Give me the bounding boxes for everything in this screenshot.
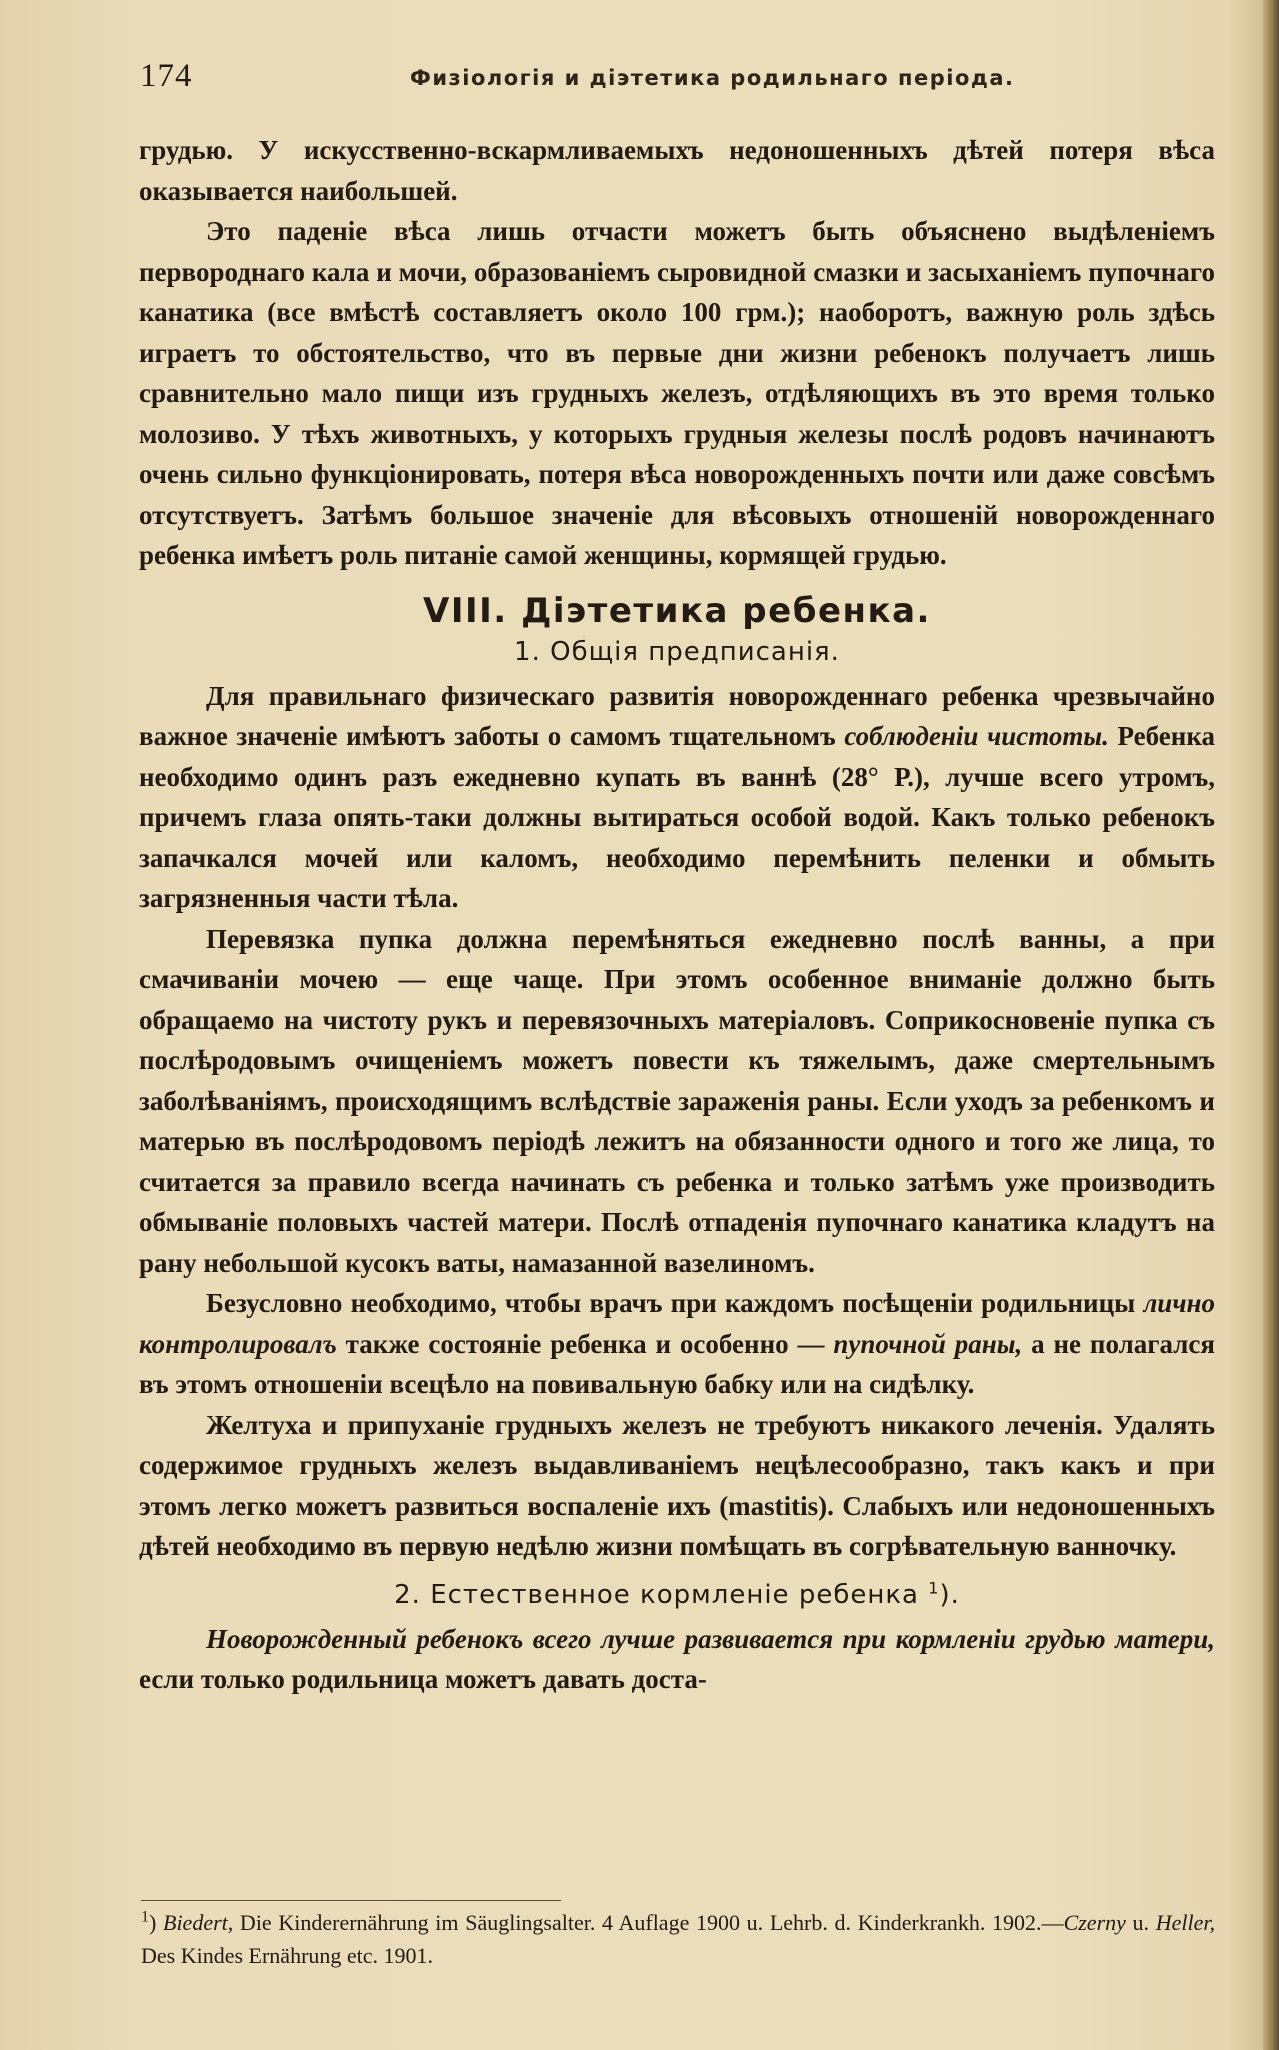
page-header bbox=[140, 58, 1205, 98]
paragraph-4: Перевязка пупка должна перемѣняться ежедневно послѣ ванны, а при смачиваніи мочею — еще чаще. При этомъ особенное вниманіе должно быть обращаемо на чистоту рукъ и перевязочныхъ матеріаловъ. Соприкосновеніе пупка съ послѣродовымъ очищеніемъ можетъ повести къ тяжелымъ, даже смертельнымъ заболѣваніямъ, происходящимъ вслѣдствіе зараженія раны. Если уходъ за ребенкомъ и матерью въ послѣродовомъ періодѣ лежитъ на обязанности одного и того же лица, то считается за правило всегда начинать съ ребенка и только затѣмъ уже производить обмываніе половыхъ частей матери. Послѣ отпаденія пупочнаго канатика кладутъ на рану небольшой кусокъ ваты, намазанной вазелиномъ. bbox=[139, 923, 1215, 1278]
paragraph-7-emphasis: Новорожденный ребенокъ всего лучше развивается при кормленіи грудью матери, bbox=[206, 1623, 1215, 1654]
section-title: VIII. Діэтетика ребенка. bbox=[423, 590, 931, 631]
footnote-reference[interactable]: 1 bbox=[928, 1577, 940, 1597]
footnote-author-2: Czerny bbox=[1063, 1910, 1126, 1935]
running-head: Физіологія и діэтетика родильнаго періода. bbox=[410, 66, 1015, 90]
paragraph-3-text-a: Для правильнаго физическаго развитія новорожденнаго ребенка чрезвычайно важное значеніе имѣютъ заботы о самомъ тщательномъ bbox=[139, 680, 1215, 751]
paragraph-5 bbox=[139, 1283, 1215, 1405]
paragraph-1: грудью. У искусственно-вскармливаемыхъ недоношенныхъ дѣтей потеря вѣса оказывается наибольшей. bbox=[139, 135, 1215, 206]
paragraph-5-emphasis-2: пупочной раны, bbox=[833, 1328, 1023, 1359]
page-number: 174 bbox=[140, 58, 193, 94]
subsection-2-end: ). bbox=[939, 1579, 960, 1610]
paragraph-2: Это паденіе вѣса лишь отчасти можетъ быть объяснено выдѣленіемъ первороднаго кала и мочи, образованіемъ сыровидной смазки и засыханіемъ пупочнаго канатика (все вмѣстѣ составляетъ около 100 грм.); наоборотъ, важную роль здѣсь играетъ то обстоятельство, что въ первые дни жизни ребенокъ получаетъ лишь сравнительно мало пищи изъ грудныхъ железъ, отдѣляющихъ въ это время только молозиво. У тѣхъ животныхъ, у которыхъ грудныя железы послѣ родовъ начинаютъ очень сильно функціонировать, потеря вѣса новорожденныхъ почти или даже совсѣмъ отсутствуетъ. Затѣмъ большое значеніе для вѣсовыхъ отношеній новорожденнаго ребенка имѣетъ роль питаніе самой женщины, кормящей грудью. bbox=[139, 216, 1215, 570]
paragraph-5-text-a: Безусловно необходимо, чтобы врачъ при каждомъ посѣщеніи родильницы bbox=[206, 1288, 1144, 1318]
paragraph-3 bbox=[139, 676, 1215, 919]
footnote bbox=[141, 1906, 1215, 1972]
footnote-text-a: ) bbox=[149, 1910, 163, 1935]
footnote-marker: 1 bbox=[141, 1908, 149, 1926]
paragraph-5-text-c: а не полагался въ этомъ отношеніи всецѣло на повивальную бабку или на сидѣлку. bbox=[139, 1328, 1215, 1399]
footnote-text-b: Die Kinderernährung im Säuglingsalter. 4 Auflage 1900 u. Lehrb. d. Kinderkrankh. 1902.— bbox=[233, 1910, 1064, 1935]
footnote-text-d: Des Kindes Ernährung etc. 1901. bbox=[141, 1943, 434, 1968]
subsection-title-2 bbox=[139, 1575, 1215, 1615]
paragraph-7-text-b: если только родильница можетъ давать доста- bbox=[139, 1664, 707, 1694]
footnote-divider bbox=[141, 1900, 561, 1901]
subsection-2-text: 2. Естественное кормленіе ребенка bbox=[394, 1579, 929, 1610]
page-body bbox=[139, 130, 1215, 1700]
paragraph-5-text-b: также состояніе ребенка и особенно — bbox=[336, 1328, 834, 1359]
paragraph-3-emphasis: соблюденіи чистоты. bbox=[844, 721, 1109, 751]
paragraph-3-text-b: Ребенка необходимо одинъ разъ ежедневно купать въ ваннѣ (28° Р.), лучше всего утромъ, причемъ глаза опять-таки должны вытираться особой водой. Какъ только ребенокъ запачкался мочей или каломъ, необходимо перемѣнить пеленки и обмыть загрязненныя части тѣла. bbox=[139, 721, 1215, 913]
subsection-title-1: 1. Общія предписанія. bbox=[514, 636, 840, 667]
paragraph-6: Желтуха и припуханіе грудныхъ железъ не требуютъ никакого леченія. Удалять содержимое грудныхъ железъ выдавливаніемъ нецѣлесообразно, такъ какъ и при этомъ легко можетъ развиться воспаленіе ихъ (mastitis). Слабыхъ или недоношенныхъ дѣтей необходимо въ первую недѣлю жизни помѣщать въ согрѣвательную ванночку. bbox=[139, 1409, 1215, 1561]
footnote-author-1: Biedert, bbox=[163, 1910, 234, 1935]
paragraph-7 bbox=[139, 1619, 1215, 1700]
footnote-author-3: Heller, bbox=[1155, 1910, 1215, 1935]
footnote-text-c: u. bbox=[1125, 1910, 1156, 1935]
paragraph-5-emphasis-1: лично контролировалъ bbox=[139, 1288, 1215, 1359]
page-edge bbox=[1263, 0, 1279, 2050]
